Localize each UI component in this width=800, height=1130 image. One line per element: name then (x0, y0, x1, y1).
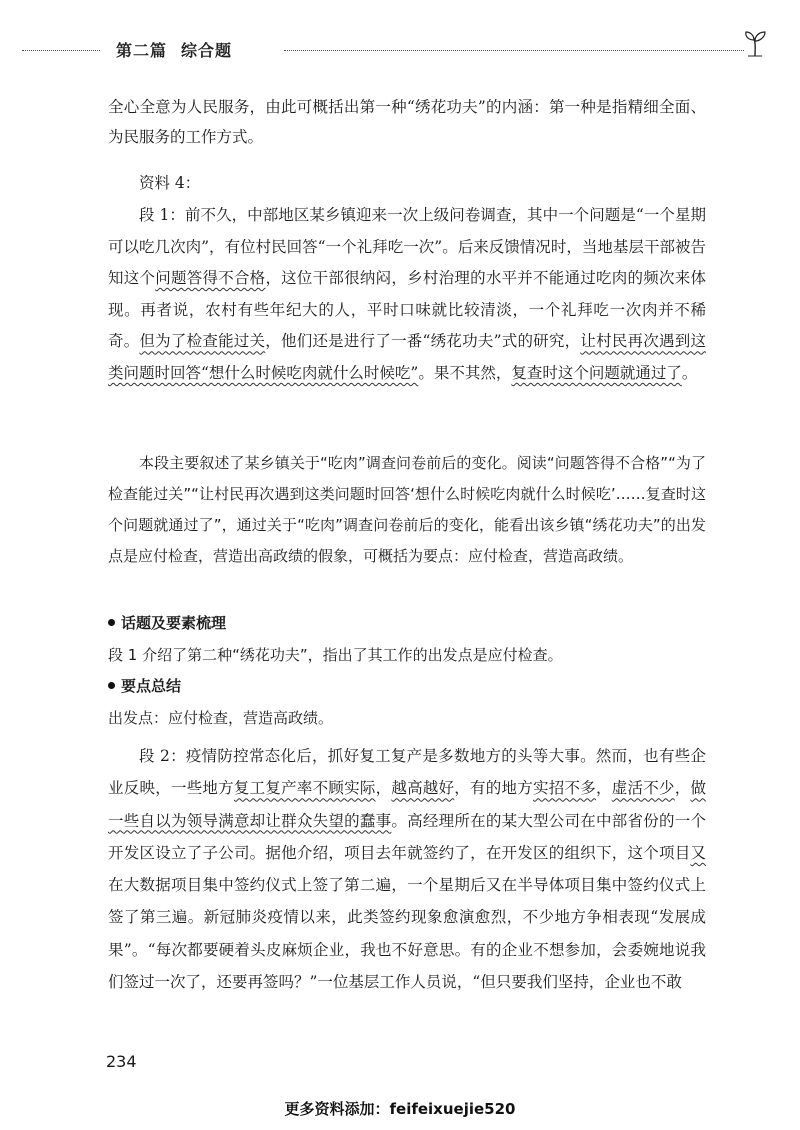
p2-seg-5: ， (674, 779, 691, 798)
sprout-icon (740, 28, 770, 58)
paragraph-2 (108, 740, 706, 998)
header-part: 第二篇 (116, 41, 168, 60)
p2-underline-3: 实招不多 (533, 779, 596, 798)
p2-underline-5: 做一些自以为领导满意却让群众失望的蠢事 (108, 779, 706, 830)
topic-text: 段 1 介绍了第二种“绣花功夫”，指出了其工作的出发点是应付检查。 (108, 645, 563, 664)
p1-underline-3: 让村民再次遇到这类问题时回答“想什么时候吃肉就什么时候吃” (108, 332, 706, 382)
p1-seg-2: ，这位干部很纳闷，乡村治理的水平并不能通过吃肉的频次来体现。再者说，农村有些年纪大的人，平时口味就比较清淡，一个礼拜吃一次肉并不稀奇。 (108, 269, 706, 351)
p2-underline-4: 虚活不少 (611, 779, 675, 798)
p1-seg-1: 段 1：前不久，中部地区某乡镇迎来一次上级问卷调查，其中一个问题是“一个星期可以吃几次肉”，有位村民回答“一个礼拜吃一次”。后来反馈情况时，当地基层干部被告知这个 (108, 206, 706, 288)
material-heading-block (108, 168, 706, 198)
p2-seg-6: 。高经理所在的某大型公司在中部省份的一个开发区设立了子公司。据他介绍，项目去年就签约了，在开发区的组织下，这个项目 (108, 811, 706, 862)
header-dotted-rule-right (284, 50, 744, 51)
header-section: 综合题 (181, 41, 233, 60)
p1-seg-5: 。 (681, 363, 698, 382)
p2-seg-3: ，有的地方 (454, 779, 533, 798)
page-number: 234 (106, 1052, 137, 1071)
bullet-icon (108, 682, 115, 689)
summary-heading: 要点总结 (108, 671, 706, 703)
intro-block (108, 92, 706, 152)
p2-seg-2: ， (375, 779, 392, 798)
analysis-paragraph: 本段主要叙述了某乡镇关于“吃肉”调查问卷前后的变化。阅读“问题答得不合格”“为了检查能过关”“让村民再次遇到这类问题时回答‘想什么时候吃肉就什么时候吃’……复查时这个问题就通过了”，通过关于“吃肉”调查问卷前后的变化，能看出该乡镇“绣花功夫”的出发点是应付检查，营造出高政绩的假象，可概括为要点：应付检查，营造高政绩。 (108, 454, 706, 565)
header-dotted-rule-left (22, 50, 100, 51)
p2-seg-4: ， (595, 779, 612, 798)
intro-paragraph: 全心全意为人民服务，由此可概括出第一种“绣花功夫”的内涵：第一种是指精细全面、为民服务的工作方式。 (108, 98, 706, 146)
summary-text: 出发点：应付检查，营造高政绩。 (108, 708, 334, 727)
paragraph-2-text (108, 740, 706, 998)
p1-underline-1: 问题答得不合格 (155, 269, 266, 288)
p2-seg-1: 段 2：疫情防控常态化后，抓好复工复产是多数地方的头等大事。然而，也有些企业反映，一些地方 (108, 747, 706, 798)
p2-underline-6: 又 (690, 843, 706, 862)
p1-seg-3: ，他们还是进行了一番“绣花功夫”式的研究， (265, 332, 581, 351)
footer-note: 更多资料添加：feifeixuejie520 (284, 1100, 516, 1118)
paragraph-1 (108, 200, 706, 390)
material-heading: 资料 4： (139, 174, 201, 192)
paragraph-1-text (108, 200, 706, 390)
analysis-block (108, 448, 706, 572)
p1-underline-4: 复查时这个问题就通过了 (511, 363, 682, 382)
notes-block (108, 608, 706, 734)
p2-seg-7: 在大数据项目集中签约仪式上签了第二遍，一个星期后又在半导体项目集中签约仪式上签了第三遍。新冠肺炎疫情以来，此类签约现象愈演愈烈，不少地方争相表现“发展成果”。“每次都要硬着头皮麻烦企业，我也不好意思。有的企业不想参加，会委婉地说我们签过一次了，还要再签吗？”一位基层工作人员说，“但只要我们坚持，企业也不敢 (108, 876, 706, 992)
header-title (116, 38, 232, 61)
running-header (22, 30, 770, 64)
p1-seg-4: 。果不其然， (418, 363, 512, 382)
topic-heading: 话题及要素梳理 (108, 608, 706, 640)
p2-underline-2: 越高越好 (391, 779, 455, 798)
bullet-icon (108, 619, 115, 626)
p2-underline-1: 复工复产率不顾实际 (233, 779, 376, 798)
p1-underline-2: 但为了检查能过关 (139, 332, 266, 351)
